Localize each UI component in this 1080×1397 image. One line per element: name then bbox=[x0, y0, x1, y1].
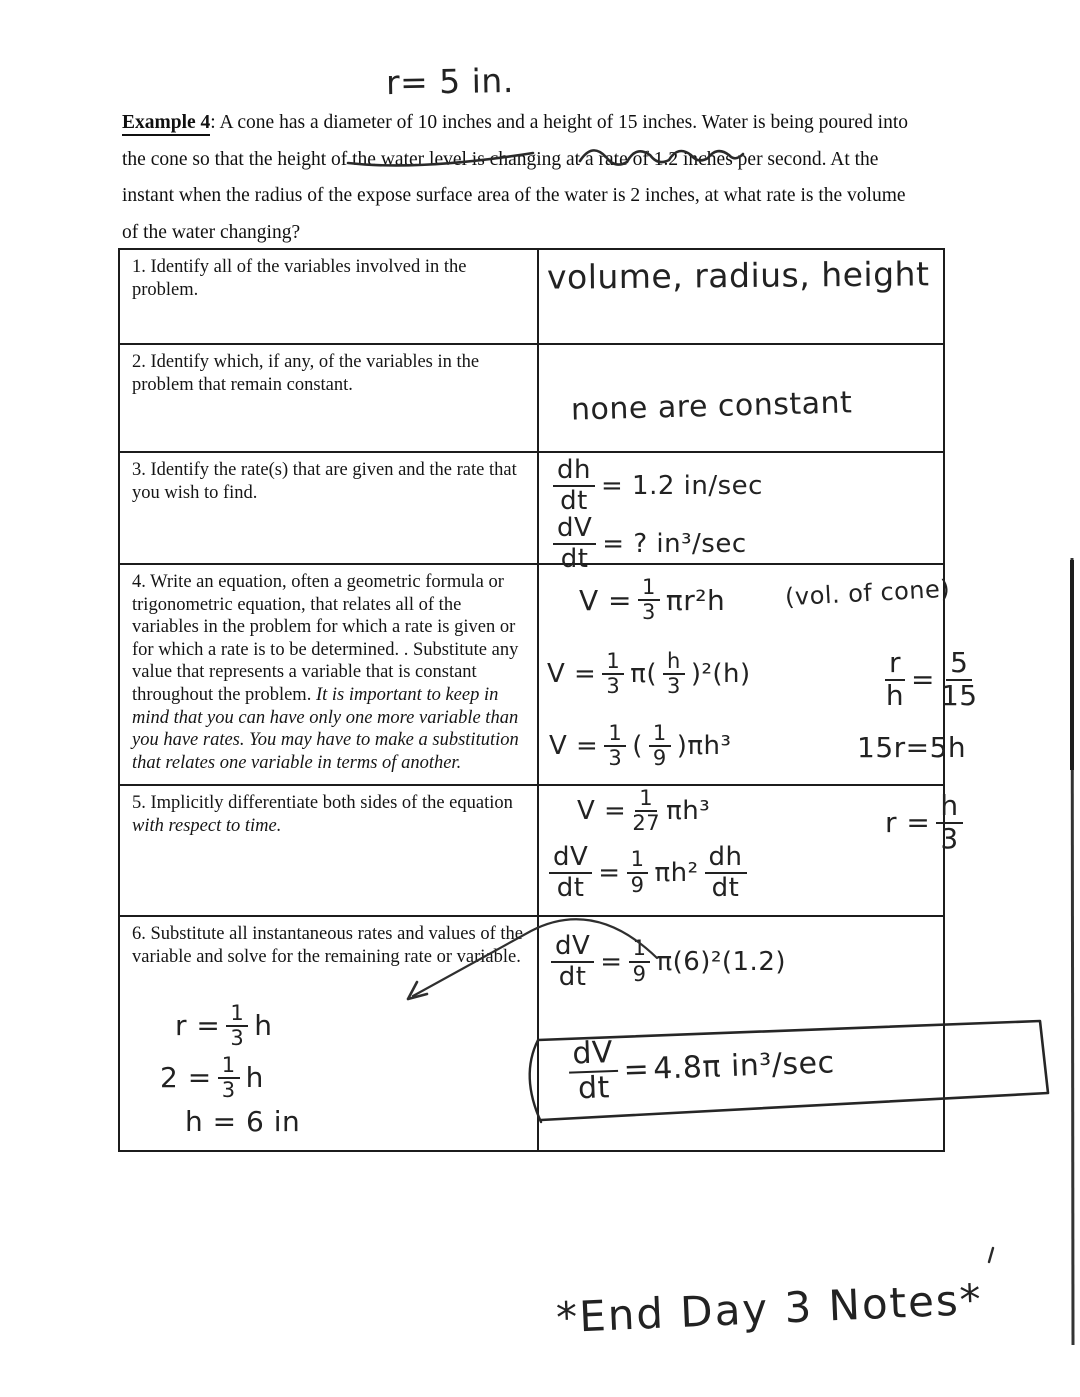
fraction bbox=[629, 938, 651, 985]
fraction bbox=[553, 457, 595, 514]
eq-rhs: πh³ bbox=[666, 796, 711, 827]
rate-value: = 1.2 in/sec bbox=[600, 470, 763, 501]
fraction bbox=[553, 515, 596, 572]
simplified-formula bbox=[549, 723, 731, 770]
fraction-numerator: 1 bbox=[638, 577, 660, 601]
row3-prompt: 3. Identify the rate(s) that are given and the rate that you wish to find. bbox=[120, 453, 539, 563]
row3-answer-cell bbox=[539, 453, 943, 574]
fraction-denominator: dt bbox=[558, 961, 587, 992]
fraction bbox=[551, 933, 594, 990]
eq-rhs: h bbox=[245, 1061, 264, 1095]
fraction-denominator: 27 bbox=[632, 811, 661, 836]
table-row bbox=[120, 563, 978, 784]
row2-answer-cell bbox=[539, 345, 943, 451]
handwritten-footer-note: *End Day 3 Notes* bbox=[555, 1274, 984, 1343]
fraction bbox=[602, 651, 624, 698]
row6-prompt-cell bbox=[120, 917, 539, 1150]
eq-lhs: r = bbox=[175, 1009, 221, 1043]
work-line-2 bbox=[160, 1055, 264, 1102]
row1-answer: volume, radius, height bbox=[546, 254, 930, 297]
equals-sign: = bbox=[911, 663, 935, 697]
fraction bbox=[940, 646, 978, 712]
fraction-numerator: 5 bbox=[946, 649, 972, 681]
fraction-denominator: 3 bbox=[642, 600, 656, 625]
substituted-derivative bbox=[549, 933, 786, 990]
example-label: Example 4 bbox=[122, 112, 210, 136]
fraction-numerator: 1 bbox=[627, 849, 649, 873]
fraction-numerator: h bbox=[663, 651, 685, 675]
fraction-numerator: dh bbox=[553, 457, 595, 487]
eq-lhs: V = bbox=[579, 583, 633, 617]
fraction-numerator: dV bbox=[568, 1038, 618, 1073]
row5-prompt-italic: with respect to time. bbox=[132, 815, 282, 836]
scan-artifact-line bbox=[1072, 558, 1073, 1345]
fraction-numerator: 1 bbox=[604, 723, 626, 747]
equals-sign: = bbox=[598, 857, 621, 888]
eq-mid: ( bbox=[632, 731, 643, 762]
fraction bbox=[568, 1035, 619, 1106]
equals-sign: = bbox=[623, 1051, 650, 1088]
fraction-numerator: 1 bbox=[649, 723, 671, 747]
fraction-denominator: 9 bbox=[652, 746, 667, 771]
fraction-numerator: r bbox=[885, 649, 905, 681]
volume-formula-note: (vol. of cone) bbox=[784, 574, 951, 612]
table-row bbox=[120, 451, 943, 574]
problem-statement bbox=[122, 105, 920, 251]
table-row bbox=[120, 915, 943, 1150]
eq-rhs: π(6)²(1.2) bbox=[656, 946, 787, 977]
rate-dh-dt bbox=[551, 457, 763, 514]
eq-mid: π( bbox=[630, 659, 658, 690]
fraction-numerator: 1 bbox=[635, 788, 657, 812]
fraction-numerator: h bbox=[936, 792, 962, 824]
final-answer-value: 4.8π in³/sec bbox=[652, 1045, 836, 1087]
eq-rhs: )πh³ bbox=[676, 731, 732, 762]
fraction bbox=[604, 723, 626, 770]
fraction bbox=[638, 577, 660, 624]
row2-answer: none are constant bbox=[570, 385, 853, 428]
eq-lhs: r = bbox=[885, 806, 931, 840]
fraction bbox=[226, 1003, 248, 1050]
fraction-denominator: 3 bbox=[666, 674, 681, 699]
volume-formula bbox=[579, 577, 725, 624]
ratio-work bbox=[883, 646, 980, 712]
substituted-formula bbox=[547, 651, 751, 698]
fraction-denominator: 3 bbox=[606, 674, 621, 699]
fraction-denominator: dt bbox=[577, 1069, 611, 1106]
fraction bbox=[632, 788, 660, 835]
fraction bbox=[218, 1055, 240, 1102]
table-row bbox=[120, 250, 943, 343]
simplified-volume bbox=[577, 788, 710, 835]
fraction-denominator: 15 bbox=[940, 678, 978, 712]
table-row bbox=[120, 784, 959, 915]
fraction bbox=[627, 849, 649, 896]
row4-prompt: 4. Write an equation, often a geometric formula or trigonometric equation, that relates all of the variables in the problem for which a rate is given or for which a rate is to be determined. . Substitute any value that represents a variable that is constant throughout the problem. bbox=[132, 572, 519, 705]
eq-mid: πh² bbox=[654, 857, 699, 888]
fraction-denominator: 3 bbox=[221, 1078, 236, 1103]
row6-prompt: 6. Substitute all instantaneous rates and values of the variable and solve for the remaining rate or variable. bbox=[132, 924, 523, 967]
final-answer bbox=[566, 1030, 836, 1104]
cross-multiplied: 15r=5h bbox=[857, 731, 967, 764]
row5-prompt-cell bbox=[120, 786, 539, 915]
fraction-numerator: dV bbox=[553, 515, 596, 545]
row1-prompt: 1. Identify all of the variables involved in the problem. bbox=[120, 250, 539, 343]
eq-lhs: V = bbox=[547, 659, 597, 690]
fraction-denominator: dt bbox=[560, 543, 589, 574]
row1-answer-cell bbox=[539, 250, 943, 343]
fraction-numerator: dh bbox=[705, 844, 747, 874]
stray-tick-mark bbox=[989, 1248, 993, 1262]
fraction-denominator: 3 bbox=[940, 821, 959, 855]
fraction-numerator: 1 bbox=[226, 1003, 248, 1027]
work-line-3: h = 6 in bbox=[185, 1105, 301, 1138]
row2-prompt: 2. Identify which, if any, of the variables in the problem that remain constant. bbox=[120, 345, 539, 451]
fraction-numerator: 1 bbox=[602, 651, 624, 675]
fraction-denominator: h bbox=[885, 678, 905, 712]
fraction-denominator: 9 bbox=[630, 872, 645, 897]
fraction-denominator: 9 bbox=[632, 961, 647, 986]
fraction-denominator: dt bbox=[711, 872, 740, 903]
fraction-denominator: dt bbox=[560, 485, 588, 516]
fraction-numerator: dV bbox=[551, 933, 594, 963]
fraction-numerator: 1 bbox=[629, 938, 651, 962]
fraction bbox=[549, 844, 592, 901]
eq-lhs: 2 = bbox=[160, 1061, 212, 1095]
r-substitution bbox=[885, 789, 965, 855]
rate-dv-dt bbox=[551, 515, 747, 572]
fraction-denominator: dt bbox=[556, 872, 585, 903]
row5-prompt: 5. Implicitly differentiate both sides of the equation bbox=[132, 793, 513, 813]
problem-text: : A cone has a diameter of 10 inches and a height of 15 inches. Water is being poured into the cone so that the height of the water level is changing at a rate of 1.2 inches per second. At the instant when the radius of the expose surface area of the water is 2 inches, at what rate is the volume of the water changing? bbox=[122, 112, 909, 243]
worksheet-table bbox=[118, 248, 978, 1152]
eq-lhs: V = bbox=[549, 731, 599, 762]
row4-prompt-italic: It is important to keep in mind that you can have only one more variable than you have rates. You may have to make a substitution that relates one variable in terms of another. bbox=[132, 684, 519, 773]
rate-value: = ? in³/sec bbox=[602, 528, 747, 559]
row6-answer-cell bbox=[539, 917, 943, 1150]
work-line-1 bbox=[175, 1003, 273, 1050]
derivative-equation bbox=[547, 844, 749, 901]
fraction-denominator: 3 bbox=[608, 746, 623, 771]
equals-sign: = bbox=[600, 946, 623, 977]
row5-answer-cell bbox=[539, 786, 959, 915]
eq-lhs: V = bbox=[577, 796, 627, 827]
fraction-numerator: dV bbox=[549, 844, 592, 874]
fraction bbox=[705, 844, 747, 901]
row4-prompt-cell bbox=[120, 565, 539, 784]
fraction bbox=[649, 723, 671, 770]
fraction bbox=[885, 646, 905, 712]
fraction-numerator: 1 bbox=[218, 1055, 240, 1079]
row4-answer-cell bbox=[539, 565, 978, 784]
fraction-denominator: 3 bbox=[230, 1026, 245, 1051]
eq-rhs: )²(h) bbox=[690, 659, 751, 690]
fraction bbox=[663, 651, 685, 698]
fraction bbox=[936, 789, 962, 855]
eq-rhs: πr²h bbox=[665, 583, 726, 617]
table-row bbox=[120, 343, 943, 451]
eq-rhs: h bbox=[254, 1009, 273, 1043]
handwritten-radius-note: r= 5 in. bbox=[385, 60, 515, 103]
